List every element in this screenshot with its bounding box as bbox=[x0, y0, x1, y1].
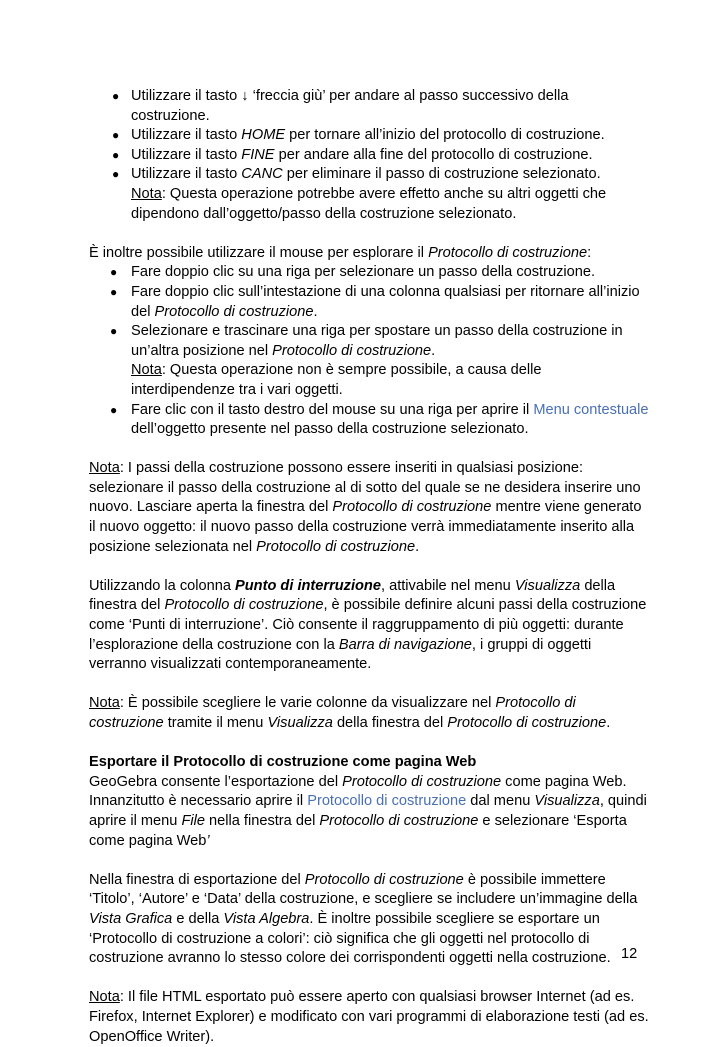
list-item bbox=[89, 263, 649, 283]
mouse-actions-list bbox=[89, 263, 649, 439]
text-run: , quindi aprire il menu bbox=[89, 793, 647, 829]
text-run: Utilizzare il tasto bbox=[131, 166, 242, 183]
bullet-icon: ● bbox=[112, 147, 120, 162]
text-run: : È possibile scegliere le varie colonne da visualizzare nel bbox=[119, 695, 496, 712]
text-run: Fare doppio clic sull’intestazione di una colonna qualsiasi per ritornare all’inizio del bbox=[131, 283, 640, 320]
text-run: Punto di interruzione bbox=[235, 577, 381, 594]
text-run: dal menu bbox=[466, 793, 535, 810]
text-run: , i gruppi di oggetti verranno visualizzati contemporaneamente. bbox=[89, 636, 592, 673]
text-run: . bbox=[606, 715, 611, 731]
list-item bbox=[89, 146, 649, 166]
text-run: e della bbox=[172, 910, 224, 927]
text-run: Nota bbox=[131, 362, 162, 379]
text-run: Nota bbox=[131, 185, 162, 202]
text-run: dell’oggetto presente nel passo della costruzione selezionato. bbox=[131, 421, 529, 438]
text-run: File bbox=[181, 812, 205, 829]
text-run: Vista Grafica bbox=[89, 910, 173, 927]
text-run: Utilizzare il tasto ↓ ‘freccia giù’ per andare al passo successivo della costruzione. bbox=[131, 88, 569, 124]
text-run: . bbox=[313, 303, 318, 320]
text-run: Protocollo di costruzione bbox=[428, 244, 588, 261]
text-run: : Il file HTML esportato può essere aperto con qualsiasi browser Internet (ad es. Firefox, Internet Explorer) e modificato con vari programmi di elaborazione testi (ad es. OpenOffice Writer). bbox=[89, 989, 649, 1045]
text-run: HOME bbox=[241, 127, 286, 144]
paragraph-breakpoint bbox=[89, 577, 649, 675]
menu-link[interactable]: Protocollo di costruzione bbox=[307, 793, 467, 810]
list-item bbox=[89, 165, 649, 224]
text-run: Protocollo di costruzione bbox=[319, 812, 479, 829]
list-item-note bbox=[131, 362, 542, 398]
text-run: , è possibile definire alcuni passi della costruzione come ‘Punti di interruzione’. Ciò consente il raggruppamento di più oggetti: durante l’esplorazione della costruzione con la bbox=[89, 597, 647, 653]
bullet-icon: ● bbox=[112, 167, 120, 182]
text-run: Barra di navigazione bbox=[338, 636, 472, 653]
keyboard-shortcuts-list bbox=[89, 87, 649, 224]
text-run: CANC bbox=[241, 166, 283, 183]
menu-link[interactable]: Menu contestuale bbox=[533, 401, 649, 418]
bullet-icon: ● bbox=[112, 128, 120, 143]
text-run: Visualizza bbox=[534, 793, 600, 810]
paragraph-export-options bbox=[89, 871, 649, 969]
text-run: Nota bbox=[89, 695, 120, 712]
paragraph-export-intro bbox=[89, 773, 649, 851]
text-run: Fare doppio clic su una riga per selezionare un passo della costruzione. bbox=[131, 264, 596, 281]
text-run: per tornare all’inizio del protocollo di costruzione. bbox=[285, 127, 605, 144]
text-run: Protocollo di costruzione bbox=[164, 597, 324, 614]
list-item bbox=[89, 322, 649, 400]
text-run: : Questa operazione potrebbe avere effetto anche su altri oggetti che dipendono dall’oggetto/passo della costruzione selezionato. bbox=[131, 185, 607, 222]
bullet-icon: ● bbox=[110, 284, 118, 299]
text-run: Visualizza bbox=[514, 577, 581, 594]
bullet-icon: ● bbox=[110, 402, 118, 417]
page-number: 12 bbox=[621, 946, 638, 962]
list-item bbox=[89, 87, 649, 126]
text-run: è possibile immettere ‘Titolo’, ‘Autore’ e ‘Data’ della costruzione, e scegliere se includere un’immagine della bbox=[89, 871, 638, 908]
list-item-note bbox=[131, 186, 606, 222]
text-run: Utilizzare il tasto bbox=[131, 127, 242, 144]
text-run: Fare clic con il tasto destro del mouse su una riga per aprire il bbox=[131, 401, 534, 418]
text-run: per andare alla fine del protocollo di costruzione. bbox=[274, 146, 593, 163]
text-run: . bbox=[431, 342, 436, 359]
text-run: Protocollo di costruzione bbox=[447, 715, 607, 731]
text-run: FINE bbox=[241, 146, 275, 163]
text-run: : I passi della costruzione possono essere inseriti in qualsiasi posizione: selezionare il passo della costruzione al di sotto del quale se ne desidera inserire uno nuovo. Lasciare aperta la finestra del bbox=[89, 460, 641, 516]
paragraph-note-columns bbox=[89, 694, 649, 733]
text-run: Protocollo di costruzione bbox=[304, 871, 464, 888]
bullet-icon: ● bbox=[110, 265, 118, 280]
text-run: mentre viene generato il nuovo oggetto: il nuovo passo della costruzione verrà immediatamente inserito alla posizione selezionata nel bbox=[89, 499, 642, 555]
text-run: e selezionare ‘Esporta come pagina Web bbox=[89, 812, 627, 849]
text-run: , attivabile nel menu bbox=[380, 577, 515, 594]
text-run: Utilizzare il tasto bbox=[131, 146, 242, 163]
list-item bbox=[89, 126, 649, 146]
page-content bbox=[89, 87, 649, 1047]
paragraph-mouse bbox=[89, 244, 649, 264]
text-run: per eliminare il passo di costruzione selezionato. bbox=[282, 166, 601, 183]
text-run: Selezionare e trascinare una riga per spostare un passo della costruzione in un’altra posizione nel bbox=[131, 323, 623, 359]
bullet-icon: ● bbox=[110, 324, 118, 339]
text-run: tramite il menu bbox=[163, 715, 268, 731]
text-run: ’ bbox=[206, 832, 210, 849]
list-item bbox=[89, 283, 649, 322]
text-run: come pagina Web. Innanzitutto è necessario aprire il bbox=[89, 773, 627, 810]
text-run: Nella finestra di esportazione del bbox=[89, 871, 305, 888]
text-run: Visualizza bbox=[267, 715, 333, 731]
text-run: GeoGebra consente l’esportazione del bbox=[89, 773, 343, 790]
text-run: È inoltre possibile utilizzare il mouse per esplorare il bbox=[89, 244, 429, 261]
text-run: della finestra del bbox=[332, 715, 448, 731]
text-run: Protocollo di costruzione bbox=[332, 499, 492, 516]
paragraph-note-insert bbox=[89, 459, 649, 557]
text-run: . bbox=[415, 538, 420, 555]
section-heading: Esportare il Protocollo di costruzione come pagina Web bbox=[89, 754, 477, 771]
text-run: : bbox=[587, 244, 592, 261]
paragraph-note-html bbox=[89, 988, 649, 1047]
text-run: Utilizzando la colonna bbox=[89, 577, 236, 594]
text-run: Protocollo di costruzione bbox=[256, 538, 416, 555]
list-item bbox=[89, 401, 649, 440]
text-run: Vista Algebra bbox=[223, 910, 310, 927]
text-run: Protocollo di costruzione bbox=[342, 773, 502, 790]
text-run: Protocollo di costruzione bbox=[89, 695, 576, 731]
text-run: . È inoltre possibile scegliere se esportare un ‘Protocollo di costruzione a colori’: ciò significa che gli oggetti nel protocollo di costruzione avranno lo stesso colore dei corrispondenti oggetti nella costruzione. bbox=[89, 910, 611, 967]
text-run: Nota bbox=[89, 460, 120, 477]
bullet-icon: ● bbox=[112, 89, 120, 103]
text-run: : Questa operazione non è sempre possibile, a causa delle interdipendenze tra i vari oggetti. bbox=[131, 362, 542, 398]
text-run: Protocollo di costruzione bbox=[154, 303, 314, 320]
text-run: Nota bbox=[89, 989, 120, 1006]
text-run: Protocollo di costruzione bbox=[272, 342, 432, 359]
text-run: nella finestra del bbox=[204, 812, 320, 829]
text-run: della finestra del bbox=[89, 577, 616, 614]
